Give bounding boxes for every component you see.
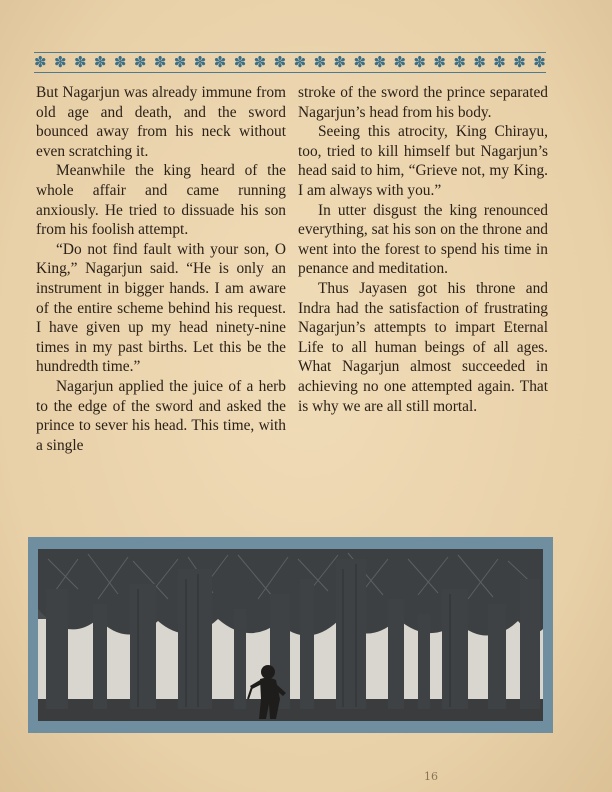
paragraph: Seeing this atrocity, King Chirayu, too, tried to kill himself but Nagarjun’s head said to him, “Grieve not, my King. I am always with you.” <box>298 123 548 199</box>
ornament-icon: ✽ <box>233 53 247 71</box>
ornament-icon: ✽ <box>193 53 207 71</box>
ornament-icon: ✽ <box>373 53 387 71</box>
left-column <box>36 83 286 455</box>
ornament-icon: ✽ <box>473 53 486 71</box>
ornament-icon: ✽ <box>533 53 546 71</box>
paragraph: Meanwhile the king heard of the whole affair and came running anxiously. He tried to dissuade his son from his foolish attempt. <box>36 162 286 239</box>
ornament-icon: ✽ <box>113 53 127 71</box>
ornament-icon: ✽ <box>513 53 526 71</box>
right-column <box>298 83 548 416</box>
ornament-icon: ✽ <box>413 53 426 71</box>
ornament-icon: ✽ <box>213 53 227 71</box>
ornament-icon: ✽ <box>433 53 446 71</box>
ornament-icon: ✽ <box>93 53 107 71</box>
ornament-icon: ✽ <box>73 53 87 71</box>
ornament-icon: ✽ <box>34 53 47 71</box>
decorative-border <box>34 53 546 71</box>
paragraph: stroke of the sword the prince separated Nagarjun’s head from his body. <box>298 84 548 121</box>
ornament-icon: ✽ <box>313 53 327 71</box>
ornament-icon: ✽ <box>333 53 347 71</box>
ornament-icon: ✽ <box>493 53 506 71</box>
ornament-icon: ✽ <box>273 53 287 71</box>
ornament-icon: ✽ <box>253 53 267 71</box>
ornament-icon: ✽ <box>53 53 67 71</box>
ornament-icon: ✽ <box>293 53 307 71</box>
ornament-icon: ✽ <box>153 53 167 71</box>
paragraph: Nagarjun applied the juice of a herb to the edge of the sword and asked the prince to sever his head. This time, with a single <box>36 377 286 454</box>
ornament-icon: ✽ <box>453 53 466 71</box>
paragraph: “Do not find fault with your son, O King,” Nagarjun said. “He is only an instrument in bigger hands. I am aware of the entire scheme behind his request. I have given up my head ninety-nine times in my past births. Let this be the hundredth time.” <box>36 240 286 376</box>
ornament-icon: ✽ <box>173 53 187 71</box>
ornament-icon: ✽ <box>393 53 407 71</box>
paragraph: In utter disgust the king renounced everything, sat his son on the throne and went into the forest to spend his time in penance and meditation. <box>298 201 548 278</box>
forest-scene-image <box>38 549 543 721</box>
page-number: 16 <box>424 770 438 783</box>
ornament-icon: ✽ <box>353 53 367 71</box>
paragraph: But Nagarjun was already immune from old age and death, and the sword bounced away from his neck without even scratching it. <box>36 84 286 160</box>
paragraph: Thus Jayasen got his throne and Indra had the satisfaction of frustrating Nagarjun’s attempts to impart Eternal Life to all human beings of all ages. What Nagarjun almost succeeded in achieving no one attempted again. That is why we are all still mortal. <box>298 279 548 415</box>
ornament-icon: ✽ <box>133 53 147 71</box>
forest-illustration <box>28 537 553 733</box>
border-bottom-rule <box>34 72 546 73</box>
